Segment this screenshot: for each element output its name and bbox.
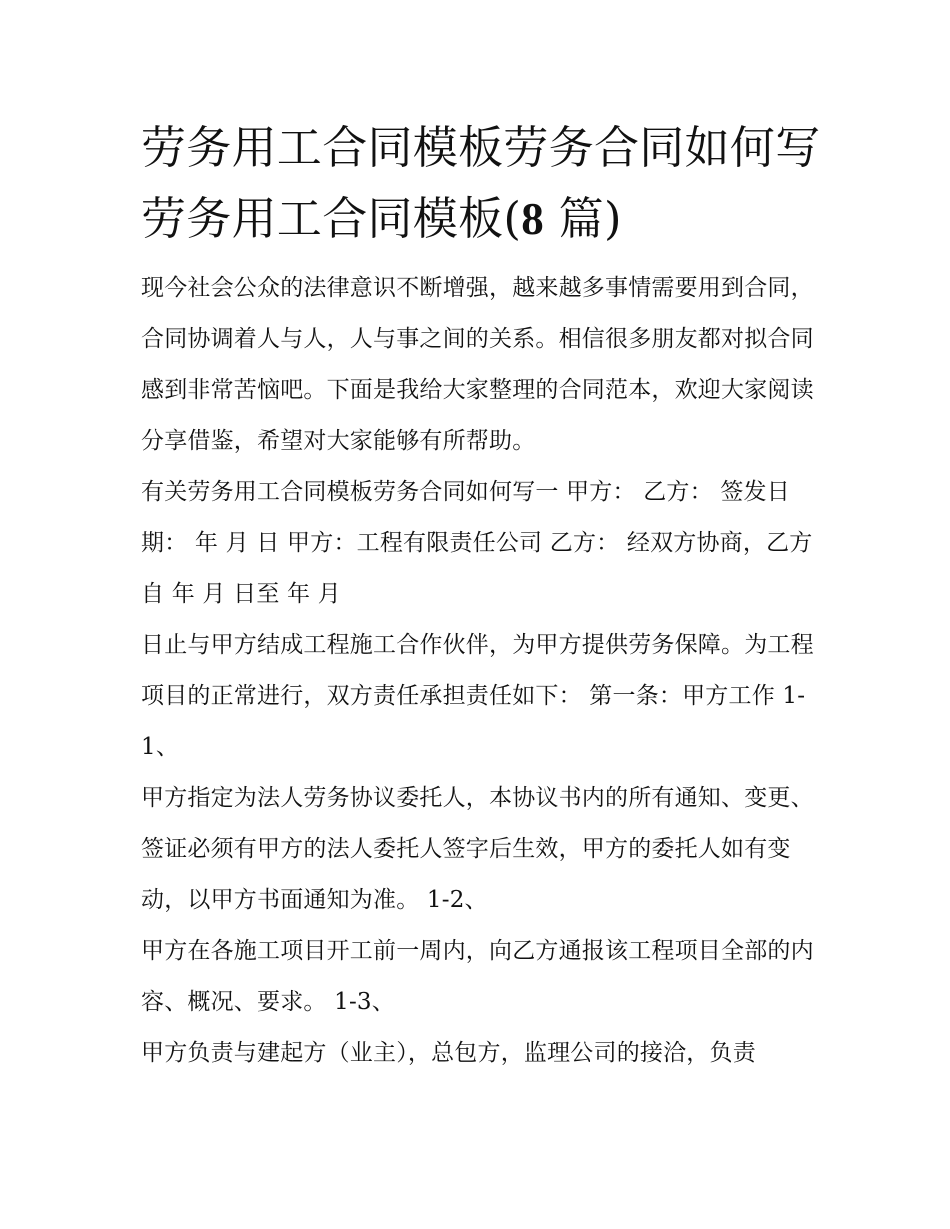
paragraph-clause-1-1: 甲方指定为法人劳务协议委托人，本协议书内的所有通知、变更、签证必须有甲方的法人委托人签字后生效，甲方的委托人如有变动，以甲方书面通知为准。 1-2、	[141, 785, 814, 913]
paragraph-clause-1-3: 甲方负责与建起方（业主），总包方，监理公司的接洽，负责	[141, 1040, 756, 1066]
title-text-part2: 篇)	[544, 192, 622, 245]
paragraph-parties: 有关劳务用工合同模板劳务合同如何写一 甲方： 乙方： 签发日期： 年 月 日 甲方：工程有限责任公司 乙方： 经双方协商，乙方自 年 月 日至 年 月	[141, 479, 813, 607]
title-count: 8	[521, 194, 545, 244]
title-text-part1: 劳务用工合同模板劳务合同如何写 劳务用工合同模板(	[141, 121, 821, 245]
document-title	[141, 112, 821, 255]
paragraph-intro: 现今社会公众的法律意识不断增强，越来越多事情需要用到合同，合同协调着人与人，人与事之间的关系。相信很多朋友都对拟合同感到非常苦恼吧。下面是我给大家整理的合同范本，欢迎大家阅读分享借鉴，希望对大家能够有所帮助。	[141, 275, 814, 454]
document-body	[141, 112, 821, 1079]
paragraph-partnership: 日止与甲方结成工程施工合作伙伴，为甲方提供劳务保障。为工程项目的正常进行，双方责任承担责任如下： 第一条：甲方工作 1-1、	[141, 632, 814, 760]
paragraph-clause-1-2: 甲方在各施工项目开工前一周内，向乙方通报该工程项目全部的内容、概况、要求。 1-3、	[141, 938, 814, 1015]
